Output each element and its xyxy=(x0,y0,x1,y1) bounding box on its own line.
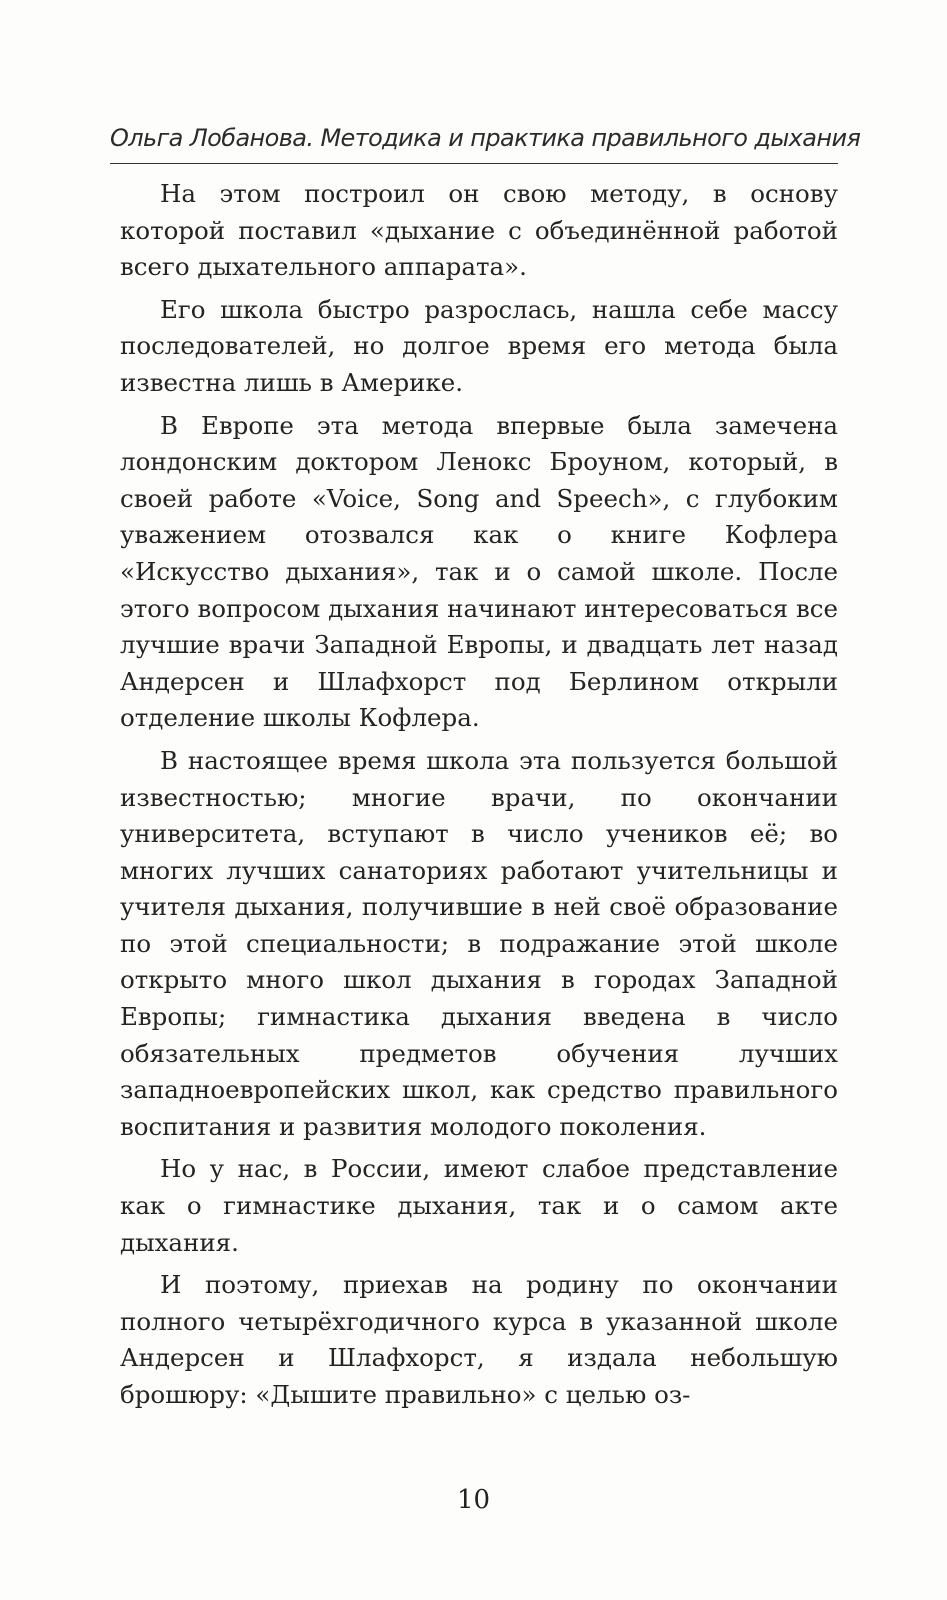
body-text xyxy=(120,176,838,1420)
paragraph-2: Его школа быстро разрослась, нашла себе массу последователей, но долгое время его метода была известна лишь в Америке. xyxy=(120,294,838,397)
header-rule xyxy=(110,163,838,164)
paragraph-3: В Европе эта метода впервые была замечена лондонским доктором Ленокс Броуном, который, в своей работе «Voice, Song and Speech», с глубоким уважением отозвался как о книге Кофлера «Искусство дыхания», так и о самой школе. После этого вопросом дыхания начинают интересоваться все лучшие врачи Западной Европы, и двадцать лет назад Андерсен и Шлафхорст под Берлином открыли отделение школы Кофлера. xyxy=(120,410,838,733)
paragraph-5: Но у нас, в России, имеют слабое представление как о гимнастике дыхания, так и о самом акте дыхания. xyxy=(120,1154,838,1257)
paragraph-1: На этом построил он свою методу, в основу которой поставил «дыхание с объединённой работой всего дыхательного аппарата». xyxy=(120,179,838,282)
paragraph-4: В настоящее время школа эта пользуется большой известностью; многие врачи, по окончании университета, вступают в число учеников её; во многих лучших санаториях работают учительницы и учителя дыхания, получившие в ней своё образование по этой специальности; в подражание этой школе открыто много школ дыхания в городах Западной Европы; гимнастика дыхания введена в число обязательных предметов обучения лучших западноевропейских школ, как средство правильного воспитания и развития молодого поколения. xyxy=(120,745,838,1141)
page-number: 10 xyxy=(456,1485,491,1515)
paragraph-6: И поэтому, приехав на родину по окончании полного четырёхгодичного курса в указанной школе Андерсен и Шлафхорст, я издала небольшую брошюру: «Дышите правильно» с целью оз- xyxy=(120,1270,838,1409)
running-head: Ольга Лобанова. Методика и практика правильного дыхания xyxy=(110,124,861,152)
